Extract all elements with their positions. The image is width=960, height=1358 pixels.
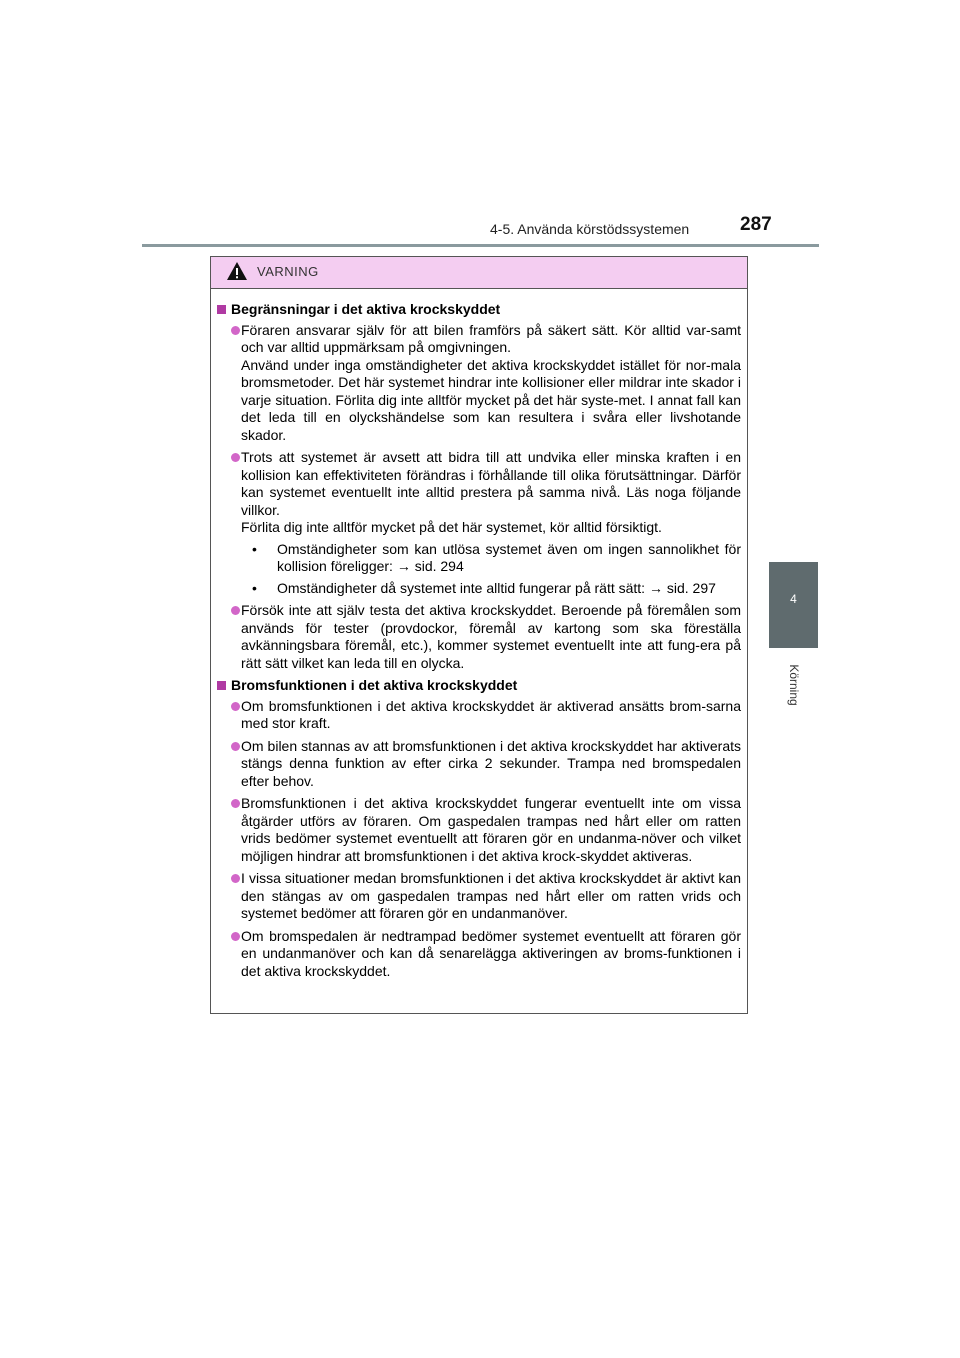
warning-body bbox=[211, 289, 747, 980]
warning-header bbox=[211, 257, 747, 289]
round-bullet-icon bbox=[231, 326, 240, 335]
item-paragraph: Trots att systemet är avsett att bidra till att undvika eller minska kraften i en kollision kan effektiviteten förändras i förhållande till olika förutsättningar. Därför kan systemet eventuellt inte alltid prestera på samma nivå. Läs noga följande villkor. bbox=[241, 449, 741, 518]
round-bullet-icon bbox=[231, 799, 240, 808]
chapter-number: 4 bbox=[790, 592, 797, 606]
square-bullet-icon bbox=[217, 681, 226, 690]
section-heading bbox=[217, 301, 741, 319]
square-bullet-icon bbox=[217, 305, 226, 314]
round-bullet-icon bbox=[231, 702, 240, 711]
item-paragraph: Försök inte att själv testa det aktiva krockskyddet. Beroende på föremålen som används för tester (provdockor, föremål av kartong som ska föreställa avkänningsbara föremål, etc.), kommer systemet eventuellt inte att fung-era på rätt sätt vilket kan leda till en olycka. bbox=[241, 602, 741, 671]
sub-list-item bbox=[241, 580, 741, 598]
list-item bbox=[217, 870, 741, 923]
item-paragraph: Om bromspedalen är nedtrampad bedömer systemet eventuellt att föraren gör en undanmanöver och kan då senarelägga aktiveringen av broms-funktionen i det aktiva krockskyddet. bbox=[241, 927, 741, 979]
section-title: 4-5. Använda körstödssystemen bbox=[490, 221, 690, 237]
section-heading-text: Begränsningar i det aktiva krockskyddet bbox=[231, 301, 501, 317]
chapter-label-text: Körning bbox=[787, 664, 801, 706]
section-heading-text: Bromsfunktionen i det aktiva krockskyddet bbox=[231, 677, 518, 693]
list-item bbox=[217, 795, 741, 865]
chapter-label bbox=[786, 655, 802, 715]
item-paragraph: Bromsfunktionen i det aktiva krockskyddet fungerar eventuellt inte om vissa åtgärder utförs av föraren. Om gaspedalen trampas ned hårt eller om ratten vrids bedömer systemet eventuellt att föraren gör en undanma-növer och vilket möjligen hindrar att bromsfunktionen i det aktiva krock-skyddet aktiveras. bbox=[241, 795, 741, 864]
list-item bbox=[217, 698, 741, 733]
chapter-tab bbox=[769, 562, 818, 648]
list-item bbox=[217, 738, 741, 791]
round-bullet-icon bbox=[231, 606, 240, 615]
item-paragraph: Om bromsfunktionen i det aktiva krockskyddet är aktiverad ansätts brom-sarna med stor kraft. bbox=[241, 697, 741, 731]
dot-bullet-icon: • bbox=[252, 579, 257, 596]
sub-list-item-text: Omständigheter då systemet inte alltid fungerar på rätt sätt: → sid. 297 bbox=[277, 579, 716, 596]
item-paragraph: Förlita dig inte alltför mycket på det här systemet, kör alltid försiktigt. bbox=[241, 519, 662, 535]
dot-bullet-icon: • bbox=[252, 540, 257, 557]
section-heading bbox=[217, 677, 741, 695]
page-number: 287 bbox=[740, 214, 772, 235]
warning-box bbox=[210, 256, 748, 1014]
list-item bbox=[217, 322, 741, 445]
item-paragraph: Föraren ansvarar själv för att bilen framförs på säkert sätt. Kör alltid var-samt och var alltid uppmärksam på omgivningen. bbox=[241, 321, 741, 355]
list-item bbox=[217, 602, 741, 672]
round-bullet-icon bbox=[231, 453, 240, 462]
list-item bbox=[217, 449, 741, 597]
list-item bbox=[217, 928, 741, 981]
item-paragraph: Om bilen stannas av att bromsfunktionen i det aktiva krockskyddet har aktiverats stängs denna funktion av efter cirka 2 sekunder. Trampa ned bromspedalen efter behov. bbox=[241, 737, 741, 789]
item-paragraph: I vissa situationer medan bromsfunktionen i det aktiva krockskyddet är aktivt kan den stängas av om gaspedalen trampas ned hårt eller om ratten vrids och systemet bedömer att föraren gör en undanmanöver. bbox=[241, 870, 741, 921]
warning-title: VARNING bbox=[257, 264, 319, 279]
round-bullet-icon bbox=[231, 874, 240, 883]
sub-list-item-text: Omständigheter som kan utlösa systemet även om ingen sannolikhet för kollision föreligger: → sid. 294 bbox=[277, 540, 741, 574]
header-rule bbox=[142, 244, 819, 247]
item-paragraph: Använd under inga omständigheter det aktiva krockskyddet istället för nor-mala bromsmetoder. Det här systemet hindrar inte kollisioner eller mildrar inte skador i varje situation. Förlita dig inte alltför mycket på det här syste-met. I annat fall kan det leda till en olyckshändelse som kan resultera i svåra eller livshotande skador. bbox=[241, 356, 741, 443]
sub-list-item bbox=[241, 541, 741, 576]
round-bullet-icon bbox=[231, 932, 240, 941]
round-bullet-icon bbox=[231, 742, 240, 751]
warning-triangle-icon bbox=[226, 261, 248, 281]
